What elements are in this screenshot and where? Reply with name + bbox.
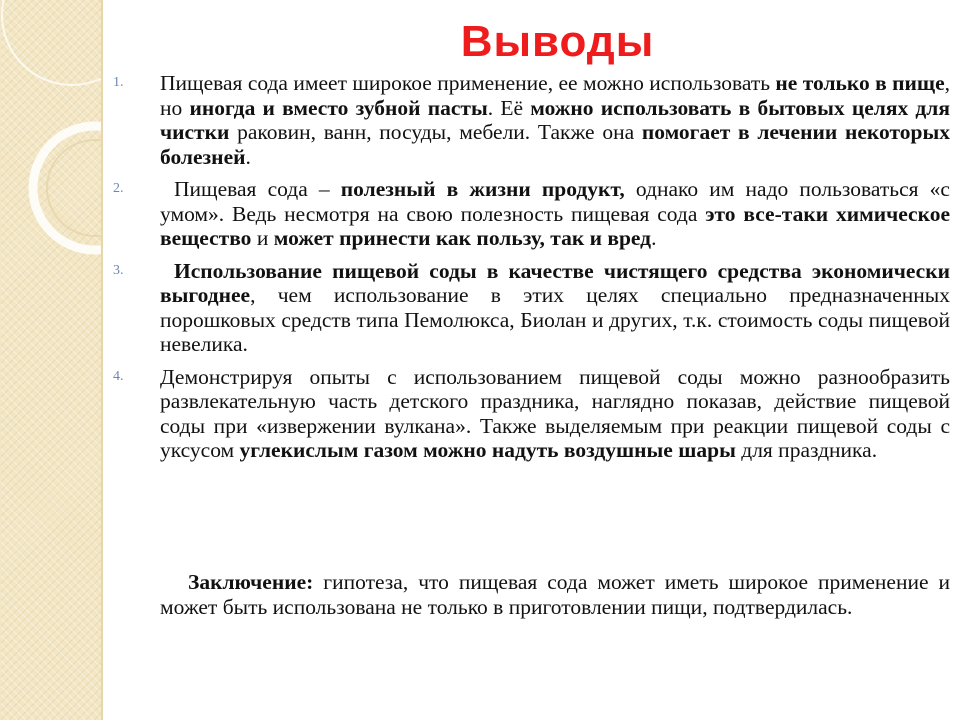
- slide-title: Выводы: [460, 17, 655, 66]
- list-item: [113, 177, 950, 251]
- bold-text-segment: углекислым газом можно надуть воздушные шары: [239, 438, 736, 462]
- bold-text-segment: это все-таки химическое вещество: [160, 201, 950, 250]
- text-segment: раковин, ванн, посуды, мебели. Также она: [229, 120, 642, 144]
- text-segment: . Её: [487, 95, 531, 120]
- text-segment: для праздника.: [735, 438, 878, 462]
- list-item: [113, 258, 950, 357]
- bold-text-segment: не только в пище: [775, 71, 945, 95]
- text-segment: Демонстрируя опыты с использованием пищевой соды можно разнообразить развлекательную часть детского праздника, наглядно показав, действие пищевой соды при «извержении вулкана». Также выделяемым при реакции пищевой соды с уксусом: [160, 364, 950, 462]
- bold-text-segment: полезный в жизни продукт,: [340, 177, 625, 201]
- conclusion-text: гипотеза, что пищевая сода может иметь широкое применение и может быть использована не только в приготовлении пищи, подтвердилась.: [160, 570, 950, 619]
- ring-middle: [33, 126, 103, 250]
- list-item: [113, 71, 950, 169]
- list-number: 1.: [113, 75, 124, 90]
- bold-text-segment: может принести как пользу, так и вред: [273, 226, 652, 250]
- text-segment: .: [245, 144, 251, 169]
- list-item: [113, 364, 950, 463]
- decorative-side-panel: [0, 0, 103, 720]
- list-number: 2.: [113, 181, 124, 196]
- text-segment: .: [651, 226, 657, 250]
- text-segment: , чем использование в этих целях специально предназначенных порошковых средств типа Пемолюкса, Биолан и других, т.к. стоимость соды пищевой невелика.: [160, 283, 950, 356]
- bold-text-segment: иногда и вместо зубной пасты: [189, 95, 488, 120]
- list-number: 4.: [113, 368, 124, 384]
- decorative-rings: [0, 0, 103, 720]
- text-segment: , но: [160, 71, 950, 120]
- text-segment: Пищевая сода имеет широкое применение, ее можно использовать: [160, 71, 776, 95]
- conclusion-paragraph: [160, 570, 950, 619]
- list-number: 3.: [113, 262, 124, 278]
- conclusions-list: [113, 71, 950, 471]
- bold-text-segment: Использование пищевой соды в качестве чистящего средства экономически выгоднее: [160, 258, 950, 307]
- bold-text-segment: можно использовать в бытовых целях для чистки: [160, 95, 950, 144]
- conclusion-label: Заключение:: [188, 570, 314, 594]
- bold-text-segment: помогает в лечении некоторых болезней: [160, 120, 950, 169]
- text-segment: Пищевая сода –: [174, 177, 341, 201]
- text-segment: и: [251, 226, 274, 250]
- ring-middle-inner: [47, 140, 103, 236]
- text-segment: однако им надо пользоваться «с умом». Ведь несмотря на свою полезность пищевая сода: [160, 177, 950, 226]
